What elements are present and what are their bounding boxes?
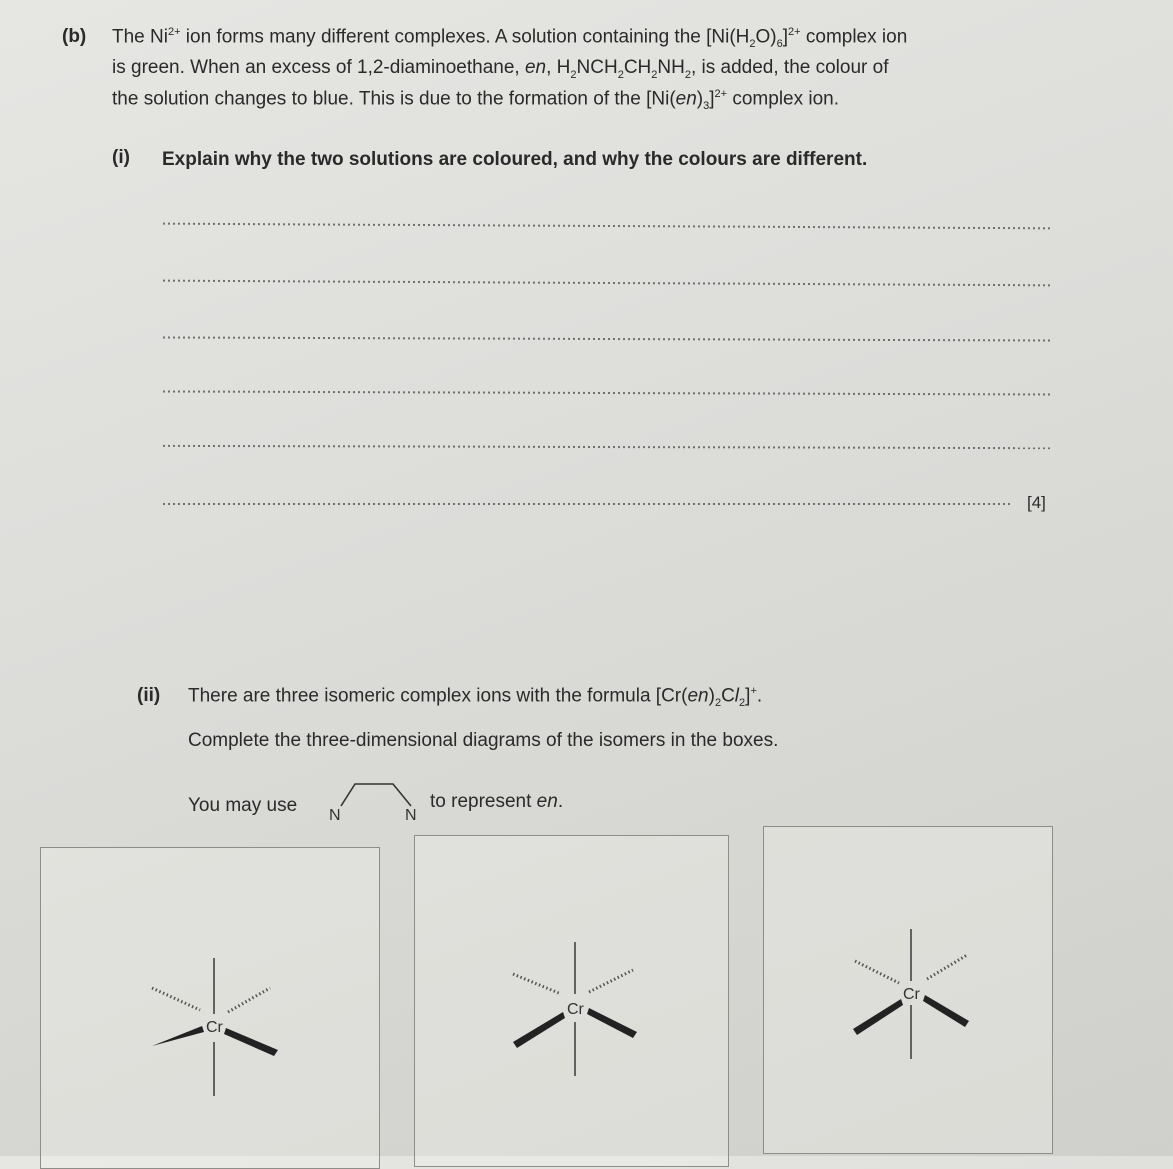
part-ii-question: There are three isomeric complex ions with the formula $[Cr(en)_2Cl_2]^+$. xyxy=(188,685,763,710)
bond-wedge-left xyxy=(152,1026,204,1046)
intro-line-3: the solution changes to blue. This is due to the formation of the $[Ni(en)_3]^{2+}$ complex ion. xyxy=(112,88,840,113)
part-i-label: (i) xyxy=(112,147,130,168)
answer-line-1[interactable] xyxy=(163,223,1053,230)
center-atom-label: Cr xyxy=(903,986,920,1003)
bond-hashed-right xyxy=(927,955,967,979)
part-b-label: (b) xyxy=(62,26,87,47)
bond-wedge-left xyxy=(513,1012,565,1048)
bond-hashed-left xyxy=(152,988,200,1010)
cr-octahedral-diagram-3 xyxy=(845,925,995,1075)
bond-wedge-right xyxy=(923,995,969,1027)
cr-octahedral-diagram-2 xyxy=(505,938,655,1088)
en-n-left: N xyxy=(329,807,341,824)
en-n-right: N xyxy=(405,807,417,824)
en-ligand-symbol xyxy=(325,776,425,824)
instruction-represent-en: to represent en. xyxy=(430,791,564,812)
cr-octahedral-diagram-1 xyxy=(140,950,290,1100)
bond-hashed-right xyxy=(589,970,633,992)
answer-line-2[interactable] xyxy=(163,280,1053,287)
bond-hashed-left xyxy=(513,974,561,994)
bond-hashed-left xyxy=(855,961,899,983)
marks-label: [4] xyxy=(1027,493,1046,512)
answer-line-6[interactable] xyxy=(163,503,1013,505)
answer-line-4[interactable] xyxy=(163,390,1053,395)
bond-wedge-right xyxy=(587,1008,637,1038)
bond-wedge-right xyxy=(224,1028,278,1056)
intro-line-1: The $Ni^{2+}$ ion forms many different complexes. A solution containing the $[Ni(H_2O)_6]^{2+}$ complex ion xyxy=(112,26,908,51)
center-atom-label: Cr xyxy=(567,1001,584,1018)
instruction-you-may-use: You may use xyxy=(188,795,298,816)
center-atom-label: Cr xyxy=(206,1019,223,1036)
part-ii-label: (ii) xyxy=(137,685,161,706)
answer-line-3[interactable] xyxy=(163,336,1053,341)
part-i-question: Explain why the two solutions are coloured, and why the colours are different. xyxy=(162,149,868,170)
instruction-complete-diagrams: Complete the three-dimensional diagrams of the isomers in the boxes. xyxy=(188,730,779,751)
answer-line-5[interactable] xyxy=(163,445,1053,449)
intro-line-2: is green. When an excess of 1,2-diaminoethane, en, $H_2NCH_2CH_2NH_2$, is added, the colour of xyxy=(112,57,889,81)
bond-wedge-left xyxy=(853,999,903,1035)
en-bridge-line xyxy=(341,784,411,806)
bond-hashed-right xyxy=(228,988,270,1012)
